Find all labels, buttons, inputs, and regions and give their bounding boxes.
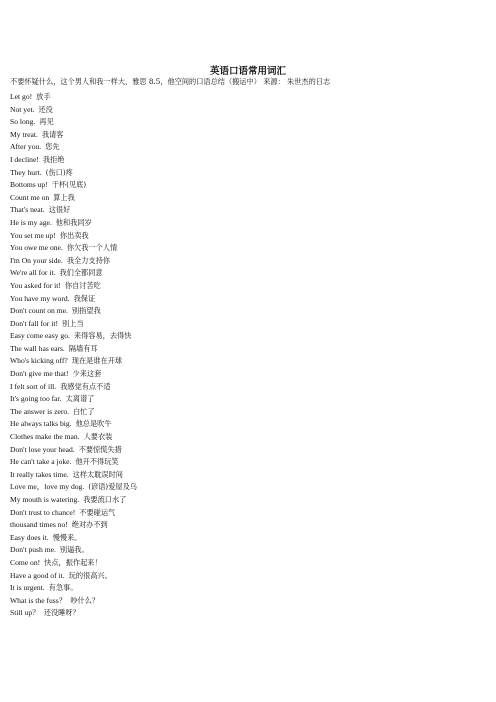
- phrase-english: They hurt.: [10, 167, 42, 177]
- phrase-item: [10, 393, 486, 406]
- phrase-english: Don't lose your head.: [10, 444, 75, 454]
- phrase-item: [10, 217, 486, 230]
- phrase-chinese: 干杯(见底): [51, 180, 87, 190]
- phrase-chinese: 我要流口水了: [83, 495, 127, 504]
- phrase-chinese: 我感觉有点不适: [60, 381, 111, 391]
- phrase-english: He is my age.: [10, 217, 52, 227]
- phrase-chinese: 你出卖我: [59, 230, 89, 240]
- phrase-item: [10, 192, 486, 205]
- phrase-item: [10, 544, 486, 557]
- phrase-item: [10, 116, 486, 129]
- phrase-item: [10, 230, 486, 243]
- phrase-chinese: 快点，振作起来！: [44, 557, 102, 567]
- phrase-item: [10, 418, 486, 431]
- phrase-chinese: 你欠我一个人情: [66, 243, 118, 253]
- phrase-english: We're all for it.: [10, 268, 56, 278]
- phrase-chinese: 还没睡呀？: [43, 608, 80, 618]
- phrase-english: The answer is zero.: [10, 406, 70, 416]
- phrase-item: [10, 255, 486, 268]
- phrase-english: It's going too far.: [10, 394, 62, 404]
- phrase-english: You asked for it!: [10, 280, 61, 290]
- phrase-chinese: 来得容易，去得快: [73, 331, 132, 341]
- phrase-item: [10, 242, 486, 255]
- phrase-english: Have a good of it.: [10, 570, 65, 580]
- phrase-english: Easy does it.: [10, 532, 49, 542]
- phrase-english: Don't trust to chance!: [10, 507, 76, 517]
- phrase-item: [10, 406, 486, 419]
- phrase-english: Who's kicking off?: [10, 356, 68, 366]
- phrase-item: [10, 104, 486, 117]
- phrase-chinese: 他开不得玩笑: [75, 457, 119, 467]
- phrase-chinese: 再见: [39, 117, 54, 127]
- phrase-english: He can't take a joke.: [10, 457, 72, 467]
- phrase-english: Not yet.: [10, 104, 35, 114]
- phrase-english: Easy come easy go.: [10, 331, 70, 341]
- phrase-english: He always talks big.: [10, 419, 72, 429]
- phrase-item: [10, 293, 486, 306]
- phrase-english: My treat.: [10, 129, 38, 139]
- phrase-chinese: 有急事。: [48, 583, 78, 593]
- phrase-item: [10, 179, 486, 192]
- phrase-item: [10, 456, 486, 469]
- phrase-english: I decline!: [10, 154, 39, 164]
- phrase-chinese: 放手: [36, 92, 51, 101]
- phrase-chinese: (伤口)疼: [45, 167, 73, 177]
- phrase-english: thousand times no!: [10, 520, 68, 530]
- phrase-item: [10, 343, 486, 356]
- phrase-english: The wall has ears.: [10, 343, 65, 353]
- phrase-english: Come on!: [10, 557, 41, 567]
- phrase-item: [10, 355, 486, 368]
- phrase-item: [10, 330, 486, 343]
- phrase-chinese: 我保证: [73, 293, 96, 303]
- phrase-item: [10, 318, 486, 331]
- phrase-english: It really takes time.: [10, 469, 69, 479]
- phrase-item: [10, 280, 486, 293]
- phrase-item: [10, 582, 486, 595]
- phrase-item: [10, 204, 486, 217]
- phrase-item: [10, 469, 486, 482]
- phrase-item: [10, 570, 486, 583]
- phrase-english: Don't push me.: [10, 545, 56, 555]
- phrase-item: [10, 557, 486, 570]
- phrase-chinese: 这样太耽误时间: [72, 469, 123, 479]
- phrase-item: [10, 141, 486, 154]
- phrase-chinese: 还没: [38, 104, 53, 114]
- phrase-chinese: 别逼我。: [59, 545, 89, 555]
- phrase-english: Still up？: [10, 608, 40, 618]
- phrase-english: So long.: [10, 117, 36, 127]
- phrase-english: Count me on: [10, 192, 50, 202]
- phrase-item: [10, 431, 486, 444]
- phrase-english: After you.: [10, 142, 42, 152]
- phrase-chinese: 吵什么？: [70, 595, 100, 605]
- phrase-item: [10, 267, 486, 280]
- phrase-english: Don't count on me.: [10, 306, 68, 316]
- phrase-chinese: 玩的很高兴。: [68, 570, 112, 580]
- phrase-list: [10, 91, 486, 620]
- phrase-english: Clothes make the man.: [10, 432, 80, 442]
- phrase-item: [10, 532, 486, 545]
- phrase-item: [10, 444, 486, 457]
- phrase-item: [10, 507, 486, 520]
- phrase-chinese: 他总是吹牛: [75, 419, 112, 429]
- phrase-item: [10, 381, 486, 394]
- phrase-english: You owe me one.: [10, 243, 63, 253]
- phrase-item: [10, 494, 486, 507]
- phrase-english: Don't give me that!: [10, 369, 69, 379]
- phrase-english: My mouth is watering.: [10, 495, 80, 504]
- phrase-chinese: 不要碰运气: [79, 507, 116, 517]
- phrase-chinese: 我请客: [41, 129, 64, 139]
- phrase-chinese: 隔墙有耳: [68, 343, 98, 353]
- phrase-english: Love me，love my dog.: [10, 482, 85, 492]
- phrase-chinese: 不要惊慌失措: [78, 444, 122, 454]
- phrase-english: I felt sort of ill.: [10, 381, 57, 391]
- phrase-chinese: 人要衣装: [83, 432, 113, 442]
- phrase-item: [10, 305, 486, 318]
- phrase-chinese: 太离谱了: [65, 394, 95, 404]
- phrase-english: Don't fall for it!: [10, 318, 58, 328]
- phrase-item: [10, 519, 486, 532]
- phrase-chinese: 这很好: [48, 205, 71, 215]
- phrase-english: You have my word.: [10, 293, 70, 303]
- phrase-item: [10, 167, 486, 180]
- phrase-chinese: 绝对办不到: [71, 520, 108, 530]
- phrase-chinese: (谚语)爱屋及乌: [88, 482, 137, 492]
- phrase-chinese: 别上当: [61, 318, 84, 328]
- phrase-chinese: 他和我同岁: [55, 217, 92, 227]
- phrase-english: I'm On your side.: [10, 255, 63, 265]
- phrase-chinese: 慢慢来。: [52, 532, 82, 542]
- phrase-chinese: 少来这套: [72, 369, 102, 379]
- phrase-item: [10, 595, 486, 608]
- phrase-english: Let go!: [10, 92, 33, 101]
- document-title: 英语口语常用词汇: [209, 66, 286, 77]
- phrase-item: [10, 129, 486, 142]
- phrase-chinese: 我拒绝: [42, 154, 65, 164]
- phrase-item: [10, 368, 486, 381]
- phrase-chinese: 白忙了: [73, 406, 95, 416]
- phrase-item: [10, 154, 486, 167]
- phrase-chinese: 您先: [45, 142, 60, 152]
- phrase-item: [10, 91, 486, 104]
- phrase-chinese: 算上我: [53, 192, 75, 202]
- phrase-chinese: 现在是谁在开球: [71, 356, 123, 366]
- phrase-english: What is the fuss？: [10, 595, 67, 605]
- phrase-english: It is urgent.: [10, 583, 45, 593]
- phrase-item: [10, 607, 486, 620]
- phrase-item: [10, 481, 486, 494]
- phrase-english: You set me up!: [10, 230, 56, 240]
- phrase-chinese: 我全力支持你: [66, 255, 110, 265]
- phrase-english: Bottoms up!: [10, 180, 48, 190]
- document-intro: 不要怀疑什么，这个男人和我一样大，雅思 8.5，他空间的口语总结（搬运中） 来源： 朱世杰的日志: [10, 77, 331, 86]
- phrase-english: That's neat.: [10, 205, 45, 215]
- phrase-chinese: 我们全都同意: [59, 268, 103, 278]
- phrase-chinese: 别指望我: [71, 306, 101, 316]
- phrase-chinese: 你自讨苦吃: [64, 280, 101, 290]
